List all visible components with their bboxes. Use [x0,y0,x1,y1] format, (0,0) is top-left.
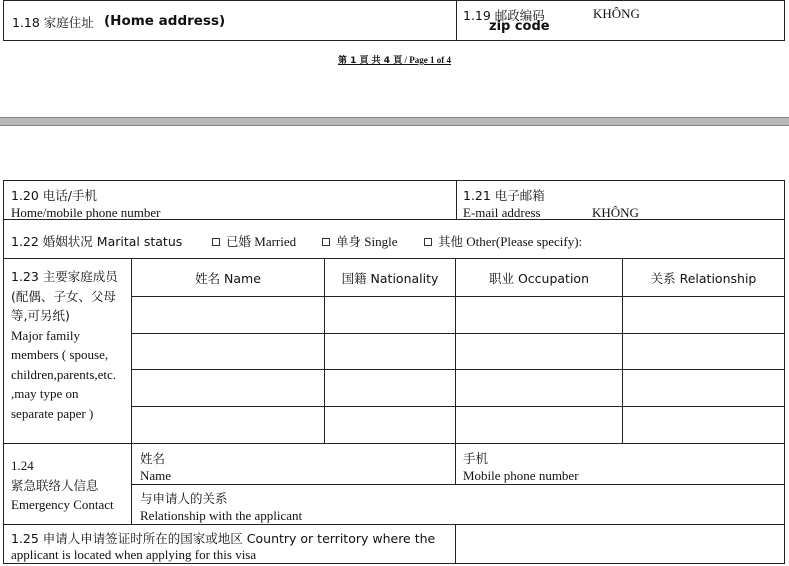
emergency-label-line: Emergency Contact [11,497,114,512]
family-cell[interactable] [131,296,325,334]
marital-option-single[interactable]: 单身 Single [322,232,398,250]
marital-option-other[interactable]: 其他 Other(Please specify): [424,232,582,250]
family-cell[interactable] [455,296,623,334]
family-label-line: members ( spouse, [11,347,109,362]
emergency-relation-label-en: Relationship with the applicant [140,508,303,523]
emergency-name-label-cn: 姓名 [140,451,166,466]
family-cell[interactable] [455,333,623,370]
family-cell[interactable] [324,406,456,444]
family-label-cell [3,258,132,444]
family-cell[interactable] [455,369,623,407]
family-header-name: 姓名 Name [131,258,325,297]
family-label-line: children,parents,etc. [11,366,117,382]
family-cell[interactable] [622,406,785,444]
family-header-occupation: 职业 Occupation [455,258,623,297]
page-footer [0,53,789,66]
marital-status-row [3,219,785,259]
family-header-nationality: 国籍 Nationality [324,258,456,297]
phone-label-en: Home/mobile phone number [11,205,161,220]
family-label-line: (配偶、子女、父母 [11,288,116,304]
marital-status-label: 1.22 婚姻状况 Marital status [11,234,183,249]
family-cell[interactable] [324,333,456,370]
family-cell[interactable] [131,333,325,370]
email-label-en: E-mail address [463,205,541,220]
home-address-label-en: (Home address) [104,13,226,29]
family-header-relationship: 关系 Relationship [622,258,785,297]
zip-code-value: KHÔNG [593,6,640,21]
emergency-name-label-en: Name [140,468,172,483]
family-label-line: 1.23 主要家庭成员 [11,269,118,284]
home-address-label-cn: 1.18 家庭住址 [12,15,94,30]
country-label-line2: applicant is located when applying for this visa [11,547,257,562]
family-cell[interactable] [324,296,456,334]
other-checkbox[interactable] [424,238,432,246]
email-value: KHÔNG [592,205,639,220]
zip-code-label-en: zip code [489,19,550,34]
family-label-line: ,may type on [11,386,79,401]
married-checkbox[interactable] [212,238,220,246]
emergency-label-cell [3,443,132,525]
family-cell[interactable] [455,406,623,444]
family-label-line: Major family [11,327,80,343]
country-value-cell[interactable] [455,524,785,564]
phone-label-cn: 1.20 电话/手机 [11,188,98,203]
emergency-mobile-label-cn: 手机 [463,451,489,466]
family-cell[interactable] [622,333,785,370]
marital-option-married[interactable]: 已婚 Married [212,232,296,250]
family-cell[interactable] [622,296,785,334]
country-label-line1: 1.25 申请人申请签证时所在的国家或地区 Country or territory where the [11,531,436,546]
zip-code-label-cn: 1.19 邮政编码 [463,8,545,23]
family-cell[interactable] [324,369,456,407]
page-footer-en: / Page 1 of 4 [404,55,451,65]
emergency-mobile-label-en: Mobile phone number [463,468,579,483]
page-footer-cn: 第 1 頁 共 4 頁 [338,56,403,66]
emergency-label-line: 紧急联络人信息 [11,477,99,493]
single-checkbox[interactable] [322,238,330,246]
phone-cell [3,180,457,220]
emergency-relation-cell[interactable] [131,484,785,525]
emergency-relation-label-cn: 与申请人的关系 [140,491,228,506]
home-address-cell [3,0,457,41]
page-break-separator [0,117,789,126]
email-label-cn: 1.21 电子邮箱 [463,188,545,203]
emergency-label-line: 1.24 [11,458,34,473]
family-label-line: separate paper ) [11,405,94,421]
email-cell [456,180,785,220]
emergency-name-cell[interactable] [131,443,456,485]
country-label-cell [3,524,456,564]
family-cell[interactable] [131,369,325,407]
family-label-line: 等,可另纸) [11,308,70,323]
family-cell[interactable] [622,369,785,407]
emergency-mobile-cell[interactable] [455,443,785,485]
family-cell[interactable] [131,406,325,444]
zip-code-cell [456,0,785,41]
